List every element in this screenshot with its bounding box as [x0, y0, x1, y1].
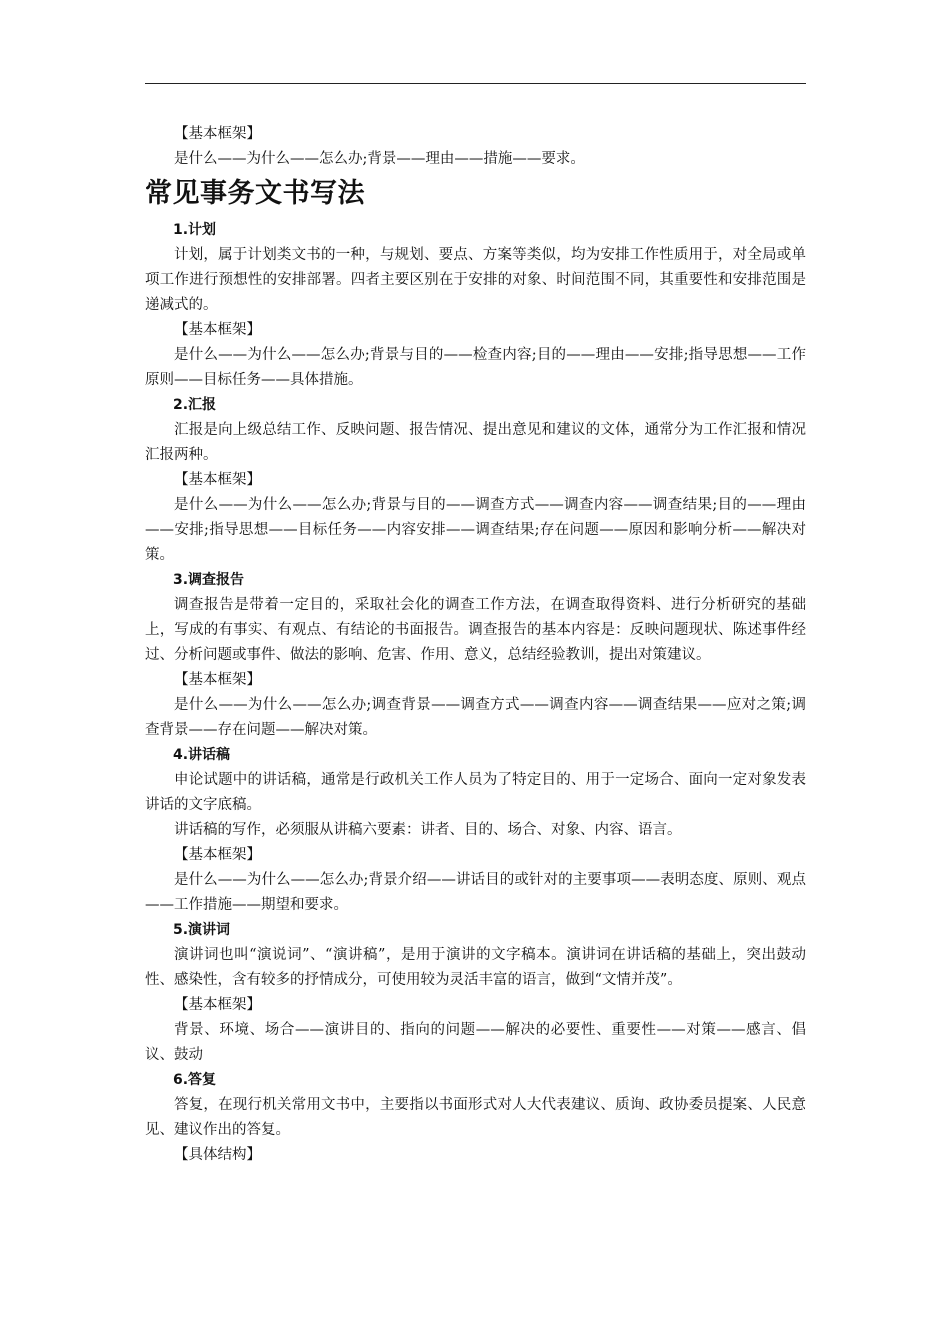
header-rule — [145, 83, 806, 84]
section-heading: 4.讲话稿 — [173, 747, 231, 763]
paragraph: 是什么——为什么——怎么办;背景与目的——检查内容;目的——理由——安排;指导思想——工作原则——目标任务——具体措施。 — [145, 347, 806, 388]
paragraph: 申论试题中的讲话稿，通常是行政机关工作人员为了特定目的、用于一定场合、面向一定对象发表讲话的文字底稿。 — [145, 772, 806, 813]
section-heading: 5.演讲词 — [173, 922, 231, 938]
section-heading: 6.答复 — [173, 1072, 217, 1088]
section-reply — [145, 1068, 806, 1168]
paragraph: 汇报是向上级总结工作、反映问题、报告情况、提出意见和建议的文体，通常分为工作汇报和情况汇报两种。 — [145, 422, 806, 463]
section-survey-report — [145, 568, 806, 743]
section-heading: 3.调查报告 — [173, 572, 245, 588]
paragraph: 是什么——为什么——怎么办;调查背景——调查方式——调查内容——调查结果——应对之策;调查背景——存在问题——解决对策。 — [145, 697, 806, 738]
section-heading: 1.计划 — [173, 222, 217, 238]
document-body — [145, 122, 806, 1168]
paragraph: 是什么——为什么——怎么办;背景与目的——调查方式——调查内容——调查结果;目的——理由——安排;指导思想——目标任务——内容安排——调查结果;存在问题——原因和影响分析——解决对策。 — [145, 497, 806, 563]
paragraph: 演讲词也叫“演说词”、“演讲稿”，是用于演讲的文字稿本。演讲词在讲话稿的基础上，突出鼓动性、感染性，含有较多的抒情成分，可使用较为灵活丰富的语言，做到“文情并茂”。 — [145, 947, 806, 988]
page-title: 常见事务文书写法 — [145, 178, 365, 209]
structure-label: 【具体结构】 — [174, 1147, 261, 1163]
section-plan — [145, 218, 806, 393]
intro-text: 是什么——为什么——怎么办;背景——理由——措施——要求。 — [174, 151, 585, 167]
section-oration — [145, 918, 806, 1068]
paragraph: 调查报告是带着一定目的，采取社会化的调查工作方法，在调查取得资料、进行分析研究的基础上，写成的有事实、有观点、有结论的书面报告。调查报告的基本内容是：反映问题现状、陈述事件经过、分析问题或事件、做法的影响、危害、作用、意义，总结经验教训，提出对策建议。 — [145, 597, 806, 663]
paragraph: 计划，属于计划类文书的一种，与规划、要点、方案等类似，均为安排工作性质用于，对全局或单项工作进行预想性的安排部署。四者主要区别在于安排的对象、时间范围不同，其重要性和安排范围是递减式的。 — [145, 247, 806, 313]
framework-label: 【基本框架】 — [174, 322, 261, 338]
section-heading: 2.汇报 — [173, 397, 217, 413]
section-speech-draft — [145, 743, 806, 918]
paragraph: 答复，在现行机关常用文书中，主要指以书面形式对人大代表建议、质询、政协委员提案、人民意见、建议作出的答复。 — [145, 1097, 806, 1138]
intro-label: 【基本框架】 — [174, 126, 261, 142]
framework-label: 【基本框架】 — [174, 472, 261, 488]
framework-label: 【基本框架】 — [174, 997, 261, 1013]
framework-label: 【基本框架】 — [174, 847, 261, 863]
paragraph: 是什么——为什么——怎么办;背景介绍——讲话目的或针对的主要事项——表明态度、原则、观点——工作措施——期望和要求。 — [145, 872, 806, 913]
framework-label: 【基本框架】 — [174, 672, 261, 688]
section-report — [145, 393, 806, 568]
paragraph: 讲话稿的写作，必须服从讲稿六要素：讲者、目的、场合、对象、内容、语言。 — [174, 822, 682, 838]
paragraph: 背景、环境、场合——演讲目的、指向的问题——解决的必要性、重要性——对策——感言、倡议、鼓动 — [145, 1022, 806, 1063]
